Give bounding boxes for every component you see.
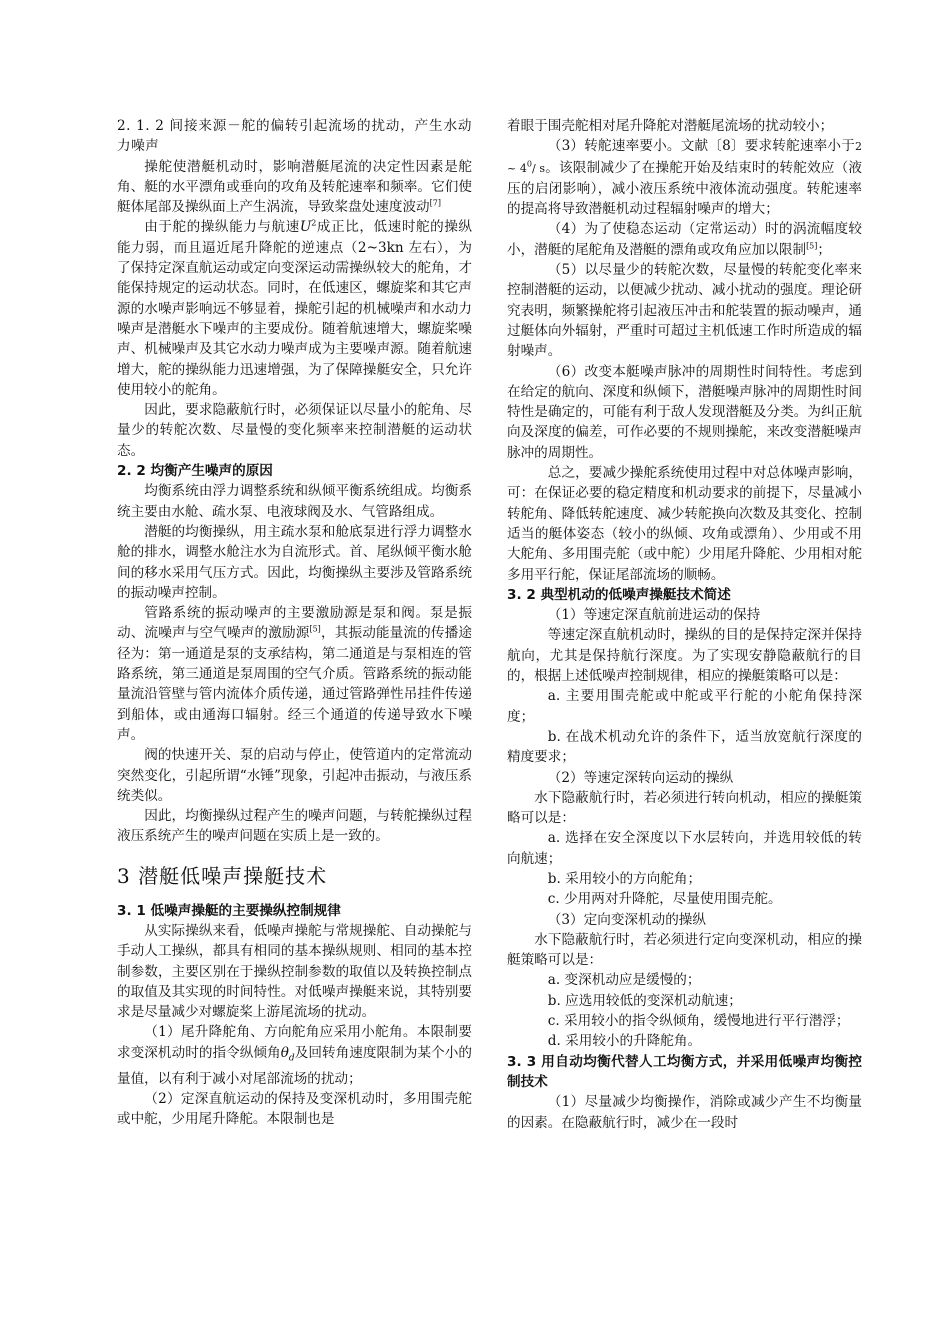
list-item: a. 主要用围壳舵或中舵或平行舵的小舵角保持深度； bbox=[507, 688, 862, 725]
list-item: b. 在战术机动允许的条件下，适当放宽航行深度的精度要求； bbox=[507, 728, 862, 766]
degree: 0 bbox=[526, 159, 532, 169]
section-heading-3: 3 潜艇低噪声操艇技术 bbox=[117, 863, 328, 888]
citation: [5] bbox=[309, 624, 321, 634]
paragraph: 因此，均衡操纵过程产生的噪声问题，与转舵操纵过程液压系统产生的噪声问题在实质上是一致的。 bbox=[117, 808, 472, 845]
paragraph: （1）等速定深直航前进运动的保持 bbox=[547, 607, 761, 624]
section-heading-2-2: 2. 2 均衡产生噪声的原因 bbox=[117, 463, 273, 480]
theta-symbol: θ bbox=[280, 1044, 289, 1061]
subscript: d bbox=[288, 1053, 295, 1064]
paragraph: 水下隐蔽航行时，若必须进行定向变深机动，相应的操艇策略可以是： bbox=[507, 931, 862, 969]
rate-value: 2 ~ 4 bbox=[507, 140, 862, 175]
paragraph: 总之，要减少操舵系统使用过程中对总体噪声影响，可：在保证必要的稳定精度和机动要求的前提下，尽量减小转舵角、降低转舵速度、减少转舵换向次数及其变化、控制适当的艇体姿态（较小的纵倾、攻角或漂角）、少用或不用大舵角、多用围壳舵（或中舵）少用尾升降舵、少用相对舵多用平行舵，保证尾部流场的顺畅。 bbox=[507, 465, 862, 583]
paragraph: 从实际操纵来看，低噪声操舵与常规操舵、自动操舵与手动人工操纵，都具有相同的基本操纵规则、相同的基本控制参数，主要区别在于操纵控制参数的取值以及转换控制点的取值及其实现的时间特性。对低噪声操艇来说，其特别要求是尽量减少对螺旋桨上游尾流场的扰动。 bbox=[117, 922, 472, 1021]
list-item: a. 变深机动应是缓慢的； bbox=[547, 972, 701, 989]
section-heading-3-1: 3. 1 低噪声操艇的主要操纵控制规律 bbox=[117, 902, 341, 919]
paragraph: 等速定深直航机动时，操纵的目的是保持定深并保持航向，尤其是保持航行深度。为了实现安静隐蔽航行的目的，根据上述低噪声控制规律，相应的操艇策略可以是： bbox=[507, 627, 862, 685]
paragraph: 管路系统的振动噪声的主要激励源是泵和阀。泵是振动、流噪声与空气噪声的激励源[5]，其振动能量流的传播途径为：第一通道是泵的支承结构，第二通道是与泵相连的管路系统，第三通道是泵周围的空气介质。管路系统的振动能量流沿管壁与管内流体介质传递，通过管路弹性吊挂件传递到船体，或由通海口辐射。经三个通道的传递导致水下噪声。 bbox=[117, 605, 473, 743]
paragraph: 操舵使潜艇机动时，影响潜艇尾流的决定性因素是舵角、艇的水平漂角或垂向的攻角及转舵速率和频率。它们使艇体尾部及操纵面上产生涡流，导致桨盘处速度波动[7] bbox=[117, 158, 472, 216]
paragraph: 潜艇的均衡操纵，用主疏水泵和舱底泵进行浮力调整水舱的排水，调整水舱注水为自流形式。首、尾纵倾平衡水舱间的移水采用气压方式。因此，均衡操纵主要涉及管路系统的振动噪声控制。 bbox=[117, 523, 472, 601]
paragraph: （1）尾升降舵角、方向舵角应采用小舵角。本限制要求变深机动时的指令纵倾角$\theta_d$及回转角速度限制为某个小的量值，以有利于减小对尾部流场的扰动； bbox=[117, 1024, 472, 1087]
paragraph: （2）定深直航运动的保持及变深机动时，多用围壳舵或中舵，少用尾升降舵。本限制也是 bbox=[117, 1091, 472, 1128]
list-item: a. 选择在安全深度以下水层转向，并选用较低的转向航速； bbox=[507, 830, 862, 867]
paragraph: 由于舵的操纵能力与航速$U^2$成正比，低速时舵的操纵能力弱，而且逼近尾升降舵的逆速点（2~3kn 左右），为了保持定深直航运动或定向变深运动需操纵较大的舵角，才能保持规定的运动状态。同时，在低速区，螺旋桨和其它声源的水噪声影响远不够显着，操舵引起的机械噪声和水动力噪声是潜艇水下噪声的主要成份。随着航速增大，螺旋桨噪声、机械噪声及其它水动力噪声成为主要噪声源。随着航速增大，舵的操纵能力迅速增强，为了保障操艇安全，只允许使用较小的舵角。 bbox=[117, 218, 472, 398]
paragraph: （5）以尽量少的转舵次数，尽量慢的转舵变化率来控制潜艇的运动，以便减少扰动、减小扰动的强度。理论研究表明，频繁操舵将引起液压冲击和舵装置的振动噪声，通过艇体向外辐射，严重时可超过主机低速工作时所造成的辐射噪声。 bbox=[507, 262, 862, 360]
paragraph: 水下隐蔽航行时，若必须进行转向机动，相应的操艇策略可以是： bbox=[507, 789, 862, 827]
paragraph: （4）为了使稳态运动（定常运动）时的涡流幅度较小，潜艇的尾舵角及潜艇的漂角或攻角应加以限制[5]； bbox=[507, 221, 862, 258]
paragraph: （3）定向变深机动的操纵 bbox=[547, 911, 706, 928]
citation: [5] bbox=[806, 241, 818, 251]
list-item: c. 采用较小的指令纵倾角，缓慢地进行平行潜浮； bbox=[547, 1013, 850, 1030]
citation: [7] bbox=[429, 198, 441, 208]
list-item: b. 采用较小的方向舵角； bbox=[547, 870, 702, 887]
paragraph: 着眼于围壳舵相对尾升降舵对潜艇尾流场的扰动较小； bbox=[507, 118, 834, 134]
paragraph: 均衡系统由浮力调整系统和纵倾平衡系统组成。均衡系统主要由水舱、疏水泵、电液球阀及水、气管路组成。 bbox=[117, 483, 472, 520]
exponent: 2 bbox=[311, 218, 317, 228]
left-column bbox=[117, 116, 472, 1130]
rate-unit: / s bbox=[532, 161, 546, 175]
paragraph: （3）转舵速率要小。文献〔8〕要求转舵速率小于2 ~ $4^0/$ s。该限制减少了在操舵开始及结束时的转舵效应（液压的启闭影响），减小液压系统中液体流动强度。转舵速率的提高将导致潜艇机动过程辐射噪声的增大； bbox=[507, 138, 862, 218]
paragraph: （6）改变本艇噪声脉冲的周期性时间特性。考虑到在给定的航向、深度和纵倾下，潜艇噪声脉冲的周期性时间特性是确定的，可能有利于敌人发现潜艇及分类。为纠正航向及深度的偏差，可作必要的不规则操舵，来改变潜艇噪声脉冲的周期性。 bbox=[507, 363, 862, 461]
list-item: d. 采用较小的升降舵角。 bbox=[547, 1033, 702, 1050]
paragraph: （2）等速定深转向运动的操纵 bbox=[547, 769, 734, 786]
paragraph: （1）尽量减少均衡操作，消除或减少产生不均衡量的因素。在隐蔽航行时，减少在一段时 bbox=[507, 1094, 862, 1131]
velocity-symbol: U bbox=[299, 219, 312, 236]
list-item: b. 应选用较低的变深机动航速； bbox=[547, 992, 742, 1009]
section-heading-2-1-2: 2. 1. 2 间接来源－舵的偏转引起流场的扰动，产生水动力噪声 bbox=[117, 118, 472, 155]
paragraph: 因此，要求隐蔽航行时，必须保证以尽量小的舵角、尽量少的转舵次数、尽量慢的变化频率来控制潜艇的运动状态。 bbox=[117, 402, 472, 459]
list-item: c. 少用两对升降舵，尽量使用围壳舵。 bbox=[547, 891, 782, 908]
section-heading-3-2: 3. 2 典型机动的低噪声操艇技术简述 bbox=[507, 586, 731, 603]
right-column bbox=[507, 116, 862, 1133]
section-heading-3-3: 3. 3 用自动均衡代替人工均衡方式，并采用低噪声均衡控制技术 bbox=[507, 1053, 862, 1090]
paragraph: 阀的快速开关、泵的启动与停止，使管道内的定常流动突然变化，引起所谓“水锤”现象，引起冲击振动，与液压系统类似。 bbox=[117, 747, 472, 804]
